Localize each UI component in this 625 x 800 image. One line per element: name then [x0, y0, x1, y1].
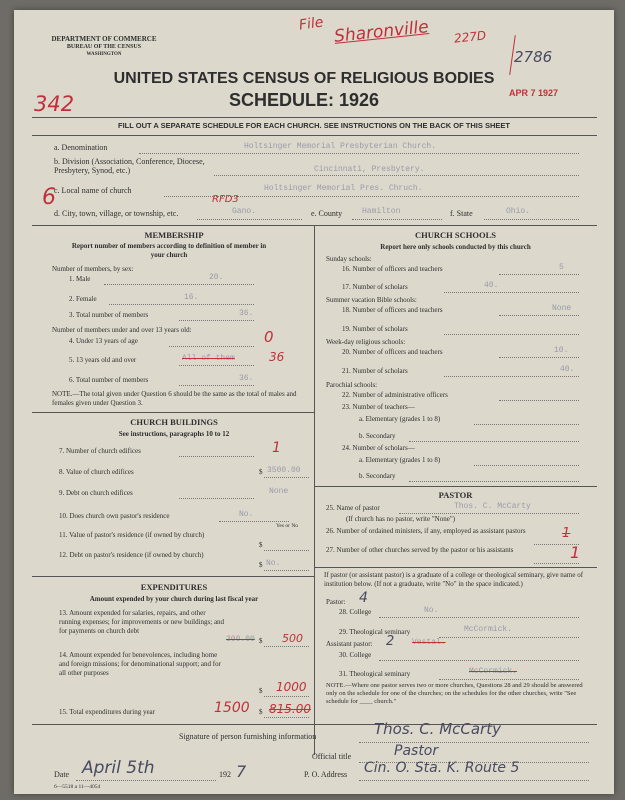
county-label: e. County — [311, 209, 343, 218]
q28-line — [379, 617, 579, 618]
schools-heading: CHURCH SCHOOLS — [415, 230, 496, 240]
denomination-value: Holtsinger Memorial Presbyterian Church. — [244, 142, 437, 151]
q9-value: None — [269, 487, 289, 496]
q5-label: 5. 13 years old and over — [69, 356, 137, 364]
q29-label: 29. Theological seminary — [339, 628, 411, 636]
q23b-label: b. Secondary — [359, 432, 396, 440]
q17-label: 17. Number of scholars — [342, 283, 408, 291]
q12-value: No. — [266, 559, 281, 568]
q25-value: Thos. C. McCarty — [454, 502, 531, 511]
q28-value: No. — [424, 606, 439, 615]
q11-line — [264, 550, 309, 551]
q14-dollar-sign: $ — [259, 687, 263, 695]
q19-line — [444, 334, 579, 335]
buildings-instruction: See instructions, paragraphs 10 to 12 — [118, 430, 230, 438]
membership-instruction: Report number of members according to definition of member in your church — [71, 242, 267, 259]
q1-label: 1. Male — [69, 275, 91, 283]
membership-rule — [32, 412, 314, 413]
pastor-note: NOTE.—Where one pastor serves two or more churches, Questions 28 and 29 should be answered only on the schedule for one of the churches; on the schedules for the other churches, write "See schedule for ____ church." — [326, 682, 583, 705]
bureau-city: WASHINGTON — [86, 52, 122, 57]
buildings-rule — [32, 576, 314, 577]
division-line — [214, 175, 579, 176]
q2-label: 2. Female — [69, 295, 97, 303]
q12-dollar-sign: $ — [259, 561, 263, 569]
q10-value: No. — [239, 510, 254, 519]
q27-line — [534, 563, 579, 564]
pastor-mark: 4 — [359, 590, 368, 606]
membership-note: NOTE.—The total given under Question 6 should be the same as the total of males and females given under Question 3. — [52, 390, 297, 407]
q4-line — [169, 346, 254, 347]
q9-label: 9. Debt on church edifices — [59, 489, 133, 497]
q24b-label: b. Secondary — [359, 472, 396, 480]
pastor-heading: PASTOR — [438, 490, 473, 500]
q27-value: 1 — [570, 543, 581, 562]
q17-value: 40. — [484, 281, 499, 290]
q23-label: 23. Number of teachers— — [342, 403, 415, 411]
denomination-label: a. Denomination — [54, 143, 108, 152]
header-rule — [32, 117, 597, 118]
q17-line — [444, 292, 579, 293]
parochial-schools-label: Parochial schools: — [326, 381, 378, 389]
q8-label: 8. Value of church edifices — [59, 468, 134, 476]
instruction-rule — [32, 135, 597, 136]
q24-label: 24. Number of scholars— — [342, 444, 415, 452]
q2-value: 16. — [184, 293, 199, 302]
q22-label: 22. Number of administrative officers — [342, 391, 448, 399]
q13-dollar-sign: $ — [259, 637, 263, 645]
body-bottom-rule — [32, 724, 597, 725]
membership-by-sex-label: Number of members, by sex: — [52, 265, 134, 273]
city-value: Gano. — [232, 207, 257, 216]
q29-value: McCormick. — [464, 625, 513, 634]
q28-label: 28. College — [339, 608, 372, 616]
weekday-schools-label: Week-day religious schools: — [326, 338, 406, 346]
pastor-inner-rule — [314, 567, 597, 568]
q16-label: 16. Number of officers and teachers — [342, 265, 443, 273]
received-date-stamp: APR 7 1927 — [509, 88, 559, 98]
denomination-line — [139, 153, 579, 154]
q13-value: 500 — [282, 632, 303, 645]
q14-label: 14. Amount expended for benevolences, including home and foreign missions; for denominational support; and for all other purposes — [59, 651, 221, 677]
state-value: Ohio. — [506, 207, 531, 216]
q14-line — [264, 696, 309, 697]
q7-label: 7. Number of church edifices — [59, 447, 141, 455]
q10-label: 10. Does church own pastor's residence — [59, 512, 170, 520]
q6-line — [179, 385, 254, 386]
state-label: f. State — [450, 209, 473, 218]
annotation-file: File — [298, 14, 325, 34]
official-title-value: Pastor — [394, 743, 439, 759]
q26-value: 1 — [562, 526, 571, 541]
q25-line — [399, 513, 579, 514]
q12-label: 12. Debt on pastor's residence (if owned by church) — [59, 551, 204, 559]
year-prefix: 192 — [219, 770, 231, 779]
q24a-line — [474, 465, 579, 466]
q21-line — [444, 376, 579, 377]
bureau-name: BUREAU OF THE CENSUS — [66, 44, 142, 50]
q15-dollar-sign: $ — [259, 708, 263, 716]
membership-heading: MEMBERSHIP — [144, 230, 204, 240]
q12-line — [264, 570, 309, 571]
annotation-code: 227D — [453, 28, 487, 46]
po-address-line — [359, 780, 589, 781]
q23a-label: a. Elementary (grades 1 to 8) — [359, 415, 441, 423]
date-value: April 5th — [82, 758, 155, 778]
q20-line — [499, 357, 579, 358]
q19-label: 19. Number of scholars — [342, 325, 408, 333]
expenditures-heading: EXPENDITURES — [140, 582, 208, 592]
schedule-title: SCHEDULE: 1926 — [228, 90, 380, 110]
q11-label: 11. Value of pastor's residence (if owned by church) — [59, 531, 205, 539]
po-address-value: Cin. O. Sta. K. Route 5 — [364, 760, 520, 776]
q14-value: 1000 — [276, 680, 307, 694]
q1-value: 20. — [209, 273, 224, 282]
q3-value: 36. — [239, 309, 254, 318]
assistant-pastor-mark: 2 — [386, 634, 395, 649]
city-rfd-note: RFD3 — [212, 194, 239, 205]
q13-label: 13. Amount expended for salaries, repairs, and other running expenses; for improvements or new buildings; and for payments on church debt — [59, 609, 225, 635]
annotation-number-left: 342 — [34, 92, 75, 116]
q9-line — [179, 498, 254, 499]
county-value: Hamilton — [362, 207, 401, 216]
q15-struck-entry: 815.00 — [269, 702, 311, 716]
q21-value: 40. — [560, 365, 575, 374]
department-name: DEPARTMENT OF COMMERCE — [51, 35, 157, 43]
q7-line — [179, 456, 254, 457]
q6-label: 6. Total number of members — [69, 376, 149, 384]
year-value: 7 — [236, 762, 247, 781]
form-title: UNITED STATES CENSUS OF RELIGIOUS BODIES — [113, 70, 495, 87]
division-label: b. Division (Association, Conference, Diocese, Presbytery, Synod, etc.) — [54, 157, 205, 175]
q8-value: 3500.00 — [267, 466, 301, 475]
annotation-sharonville: Sharonville — [333, 17, 430, 47]
q25-note: (If church has no pastor, write "None") — [346, 515, 456, 523]
q31-line — [439, 679, 579, 680]
city-label: d. City, town, village, or township, etc. — [54, 209, 179, 218]
q24b-line — [409, 481, 579, 482]
q25-label: 25. Name of pastor — [326, 504, 380, 512]
q15-line — [264, 717, 309, 718]
signature-label: Signature of person furnishing information — [179, 732, 317, 741]
q30-label: 30. College — [339, 651, 372, 659]
division-value: Cincinnati, Presbytery. — [314, 165, 425, 174]
q15-label: 15. Total expenditures during year — [59, 708, 155, 716]
buildings-heading: CHURCH BUILDINGS — [130, 417, 218, 427]
local-name-label: c. Local name of church — [54, 186, 132, 195]
q31-label: 31. Theological seminary — [339, 670, 411, 678]
city-line — [197, 219, 302, 220]
form-code: 6—5518 a 11—4054 — [54, 784, 101, 790]
q22-line — [499, 400, 579, 401]
q20-label: 20. Number of officers and teachers — [342, 348, 443, 356]
q31-value: McCormick. — [469, 667, 518, 676]
q5-value: 36 — [269, 350, 285, 364]
graduate-instruction: If pastor (or assistant pastor) is a graduate of a college or theological seminary, give name of institution below. (If not a graduate, write "No" in the space indicated.) — [324, 571, 584, 588]
state-line — [484, 219, 579, 220]
q10-yes-no-hint: Yes or No — [276, 523, 299, 529]
q15-value: 1500 — [214, 700, 250, 716]
q2-line — [109, 304, 254, 305]
q16-value: 5 — [559, 263, 564, 272]
local-name-value: Holtsinger Memorial Pres. Chruch. — [264, 184, 423, 193]
schools-rule — [314, 486, 597, 487]
schools-instruction: Report here only schools conducted by this church — [380, 243, 531, 251]
q18-value: None — [552, 304, 572, 313]
q18-line — [499, 315, 579, 316]
pastor-subheading: Pastor: — [326, 598, 346, 606]
q5-struck-entry: All of them — [182, 354, 235, 363]
q4-label: 4. Under 13 years of age — [69, 337, 138, 345]
q30-line — [379, 660, 579, 661]
assistant-pastor-struck-entry: Vestal. — [412, 638, 446, 647]
q1-line — [104, 284, 254, 285]
q4-value: 0 — [264, 328, 274, 346]
q6-value: 36. — [239, 374, 254, 383]
census-schedule-sheet — [14, 10, 614, 794]
expenditures-instruction: Amount expended by your church during last fiscal year — [89, 595, 259, 603]
q20-value: 10. — [554, 346, 569, 355]
q23a-line — [474, 424, 579, 425]
q21-label: 21. Number of scholars — [342, 367, 408, 375]
date-label: Date — [54, 770, 70, 779]
age-breakdown-label: Number of members under and over 13 years old: — [52, 326, 192, 334]
q8-line — [264, 477, 309, 478]
county-line — [352, 219, 442, 220]
annotation-margin-check: 6 — [42, 185, 56, 210]
q29-line — [439, 637, 579, 638]
assistant-pastor-subheading: Assistant pastor: — [326, 640, 373, 648]
q8-dollar-sign: $ — [259, 468, 263, 476]
q24a-label: a. Elementary (grades 1 to 8) — [359, 456, 441, 464]
q18-label: 18. Number of officers and teachers — [342, 306, 443, 314]
annotation-number-top: 2786 — [514, 48, 553, 66]
instruction-line: FILL OUT A SEPARATE SCHEDULE FOR EACH CHURCH. SEE INSTRUCTIONS ON THE BACK OF THIS SHEET — [118, 121, 510, 130]
q13-line — [264, 646, 309, 647]
po-address-label: P. O. Address — [304, 770, 348, 779]
q11-dollar-sign: $ — [259, 541, 263, 549]
q13-struck-entry: 300.00 — [226, 635, 255, 644]
signature-value: Thos. C. McCarty — [374, 720, 501, 738]
q7-value: 1 — [272, 440, 281, 456]
q16-line — [499, 274, 579, 275]
q27-label: 27. Number of other churches served by the pastor or his assistants — [326, 546, 514, 554]
date-line — [76, 780, 216, 781]
sunday-schools-label: Sunday schools: — [326, 255, 372, 263]
q3-label: 3. Total number of members — [69, 311, 149, 319]
q3-line — [179, 320, 254, 321]
q10-line — [219, 521, 289, 522]
q5-line — [179, 365, 254, 366]
q23b-line — [409, 441, 579, 442]
q26-label: 26. Number of ordained ministers, if any, employed as assistant pastors — [326, 527, 526, 535]
official-title-label: Official title — [312, 752, 352, 761]
vacation-schools-label: Summer vacation Bible schools: — [326, 296, 417, 304]
